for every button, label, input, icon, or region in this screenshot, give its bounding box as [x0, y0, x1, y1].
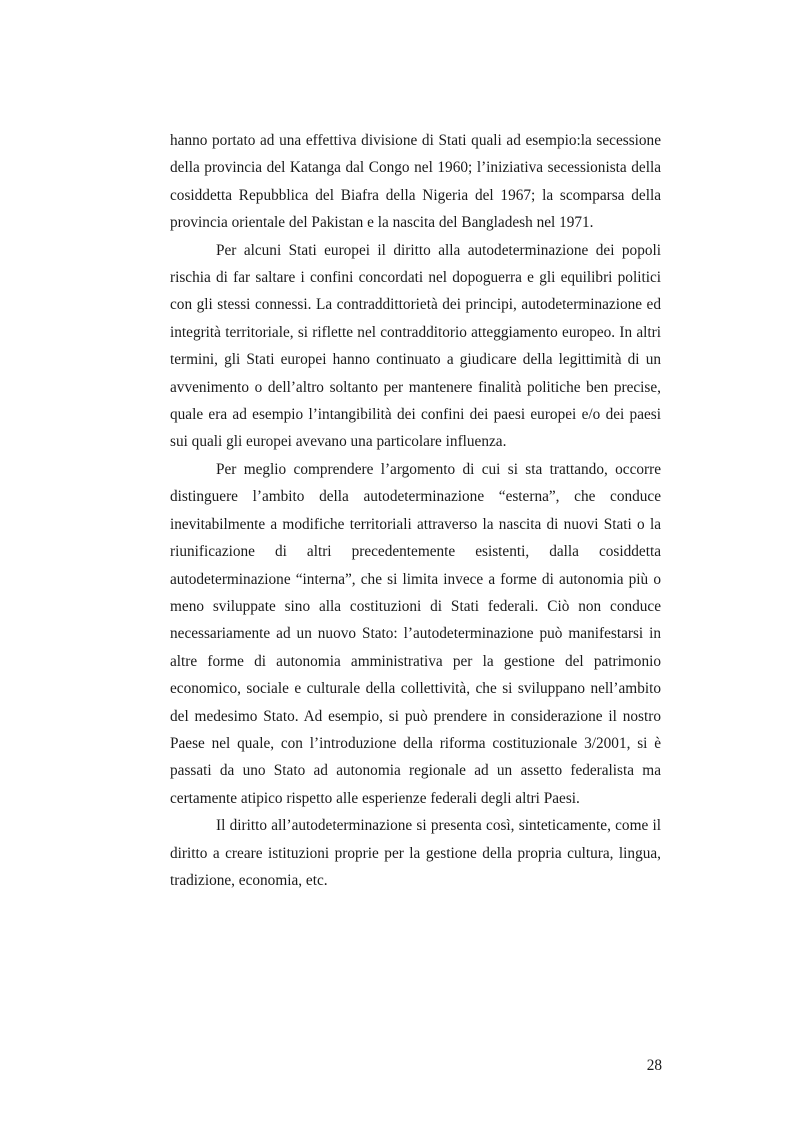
paragraph-1: hanno portato ad una effettiva divisione di Stati quali ad esempio:la secessione della provincia del Katanga dal Congo nel 1960; l’iniziativa secessionista della cosiddetta Repubblica del Biafra della Nigeria del 1967; la scomparsa della provincia orientale del Pakistan e la nascita del Bangladesh nel 1971. [170, 132, 661, 232]
page-number: 28 [646, 1057, 662, 1074]
paragraph-4: Il diritto all’autodeterminazione si presenta così, sinteticamente, come il diritto a creare istituzioni proprie per la gestione della propria cultura, lingua, tradizione, economia, etc. [170, 817, 661, 889]
paragraph-3: Per meglio comprendere l’argomento di cui si sta trattando, occorre distinguere l’ambito della autodeterminazione “esterna”, che conduce inevitabilmente a modifiche territoriali attraverso la nascita di nuovi Stati o la riunificazione di altri precedentemente esistenti, dalla cosiddetta autodeterminazione “interna”, che si limita invece a forme di autonomia più o meno sviluppate sino alla costituzioni di Stati federali. Ciò non conduce necessariamente ad un nuovo Stato: l’autodeterminazione può manifestarsi in altre forme di autonomia amministrativa per la gestione del patrimonio economico, sociale e culturale della collettività, che si sviluppano nell’ambito del medesimo Stato. Ad esempio, si può prendere in considerazione il nostro Paese nel quale, con l’introduzione della riforma costituzionale 3/2001, si è passati da uno Stato ad autonomia regionale ad un assetto federalista ma certamente atipico rispetto alle esperienze federali degli altri Paesi. [170, 460, 661, 807]
paragraph-2: Per alcuni Stati europei il diritto alla autodeterminazione dei popoli rischia di far saltare i confini concordati nel dopoguerra e gli equilibri politici con gli stessi connessi. La contraddittorietà dei principi, autodeterminazione ed integrità territoriale, si riflette nel contradditorio atteggiamento europeo. In altri termini, gli Stati europei hanno continuato a giudicare della legittimità di un avvenimento o dell’altro soltanto per mantenere finalità politiche ben precise, quale era ad esempio l’intangibilità dei confini dei paesi europei e/o dei paesi sui quali gli europei avevano una particolare influenza. [170, 241, 661, 451]
body-text [170, 127, 661, 894]
